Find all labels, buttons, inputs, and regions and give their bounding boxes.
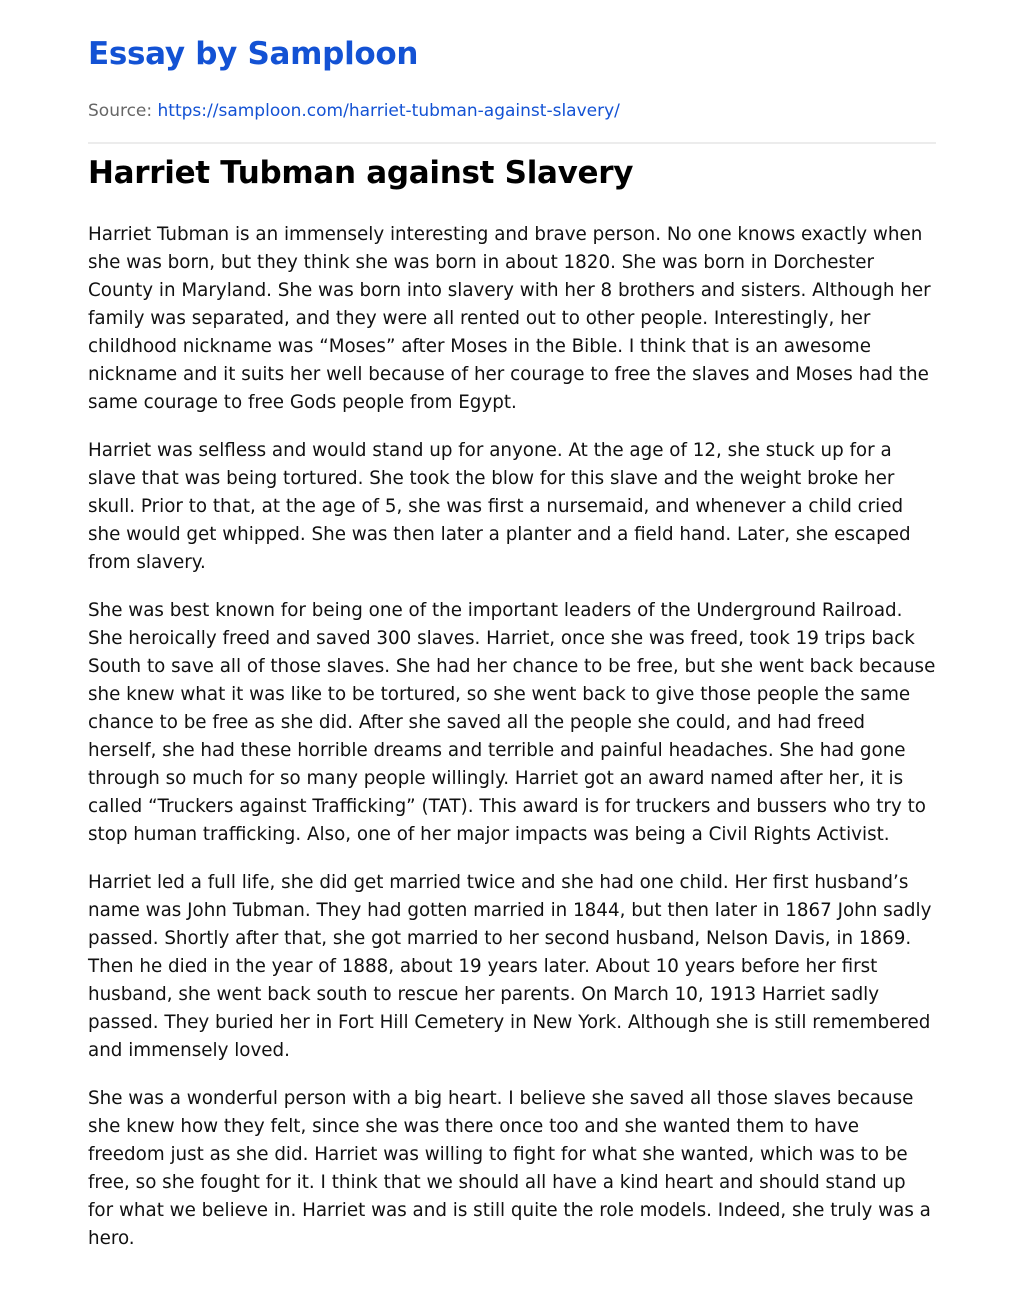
paragraph: She was a wonderful person with a big heart. I believe she saved all those slaves because she knew how they felt, since she was there once too and she wanted them to have freedom just as she did. Harriet was willing to fight for what she wanted, which was to be free, so she fought for it. I think that we should all have a kind heart and should stand up for what we believe in. Harriet was and is still quite the role models. Indeed, she truly was a hero. (88, 1088, 931, 1249)
divider (88, 142, 936, 144)
paragraph: Harriet led a full life, she did get married twice and she had one child. Her first husband’s name was John Tubman. They had gotten married in 1844, but then later in 1867 John sadly passed. Shortly after that, she got married to her second husband, Nelson Davis, in 1869. Then he died in the year of 1888, about 19 years later. About 10 years before her first husband, she went back south to rescue her parents. On March 10, 1913 Harriet sadly passed. They buried her in Fort Hill Cemetery in New York. Although she is still remembered and immensely loved. (88, 872, 932, 1061)
paragraph: Harriet Tubman is an immensely interesting and brave person. No one knows exactly when she was born, but they think she was born in about 1820. She was born in Dorchester County in Maryland. She was born into slavery with her 8 brothers and sisters. Although her family was separated, and they were all rented out to other people. Interestingly, her childhood nickname was “Moses” after Moses in the Bible. I think that is an awesome nickname and it suits her well because of her courage to free the slaves and Moses had the same courage to free Gods people from Egypt. (88, 224, 931, 413)
essay-body (88, 221, 936, 1273)
brand-title: Essay by Samploon (88, 36, 419, 72)
essay-title: Harriet Tubman against Slavery (88, 155, 634, 191)
paragraph: Harriet was selfless and would stand up for anyone. At the age of 12, she stuck up for a slave that was being tortured. She took the blow for this slave and the weight broke her skull. Prior to that, at the age of 5, she was first a nursemaid, and whenever a child cried she would get whipped. She was then later a planter and a field hand. Later, she escaped from slavery. (88, 440, 911, 573)
paragraph: She was best known for being one of the important leaders of the Underground Railroad. She heroically freed and saved 300 slaves. Harriet, once she was freed, took 19 trips back South to save all of those slaves. She had her chance to be free, but she went back because she knew what it was like to be tortured, so she went back to give those people the same chance to be free as she did. After she saved all the people she could, and had freed herself, she had these horrible dreams and terrible and painful headaches. She had gone through so much for so many people willingly. Harriet got an award named after her, it is called “Truckers against Trafficking” (TAT). This award is for truckers and bussers who try to stop human trafficking. Also, one of her major impacts was being a Civil Rights Activist. (88, 600, 936, 845)
source-link[interactable]: https://samploon.com/harriet-tubman-against-slavery/ (157, 101, 620, 121)
source-label: Source: (88, 101, 153, 121)
source-line (88, 101, 620, 121)
